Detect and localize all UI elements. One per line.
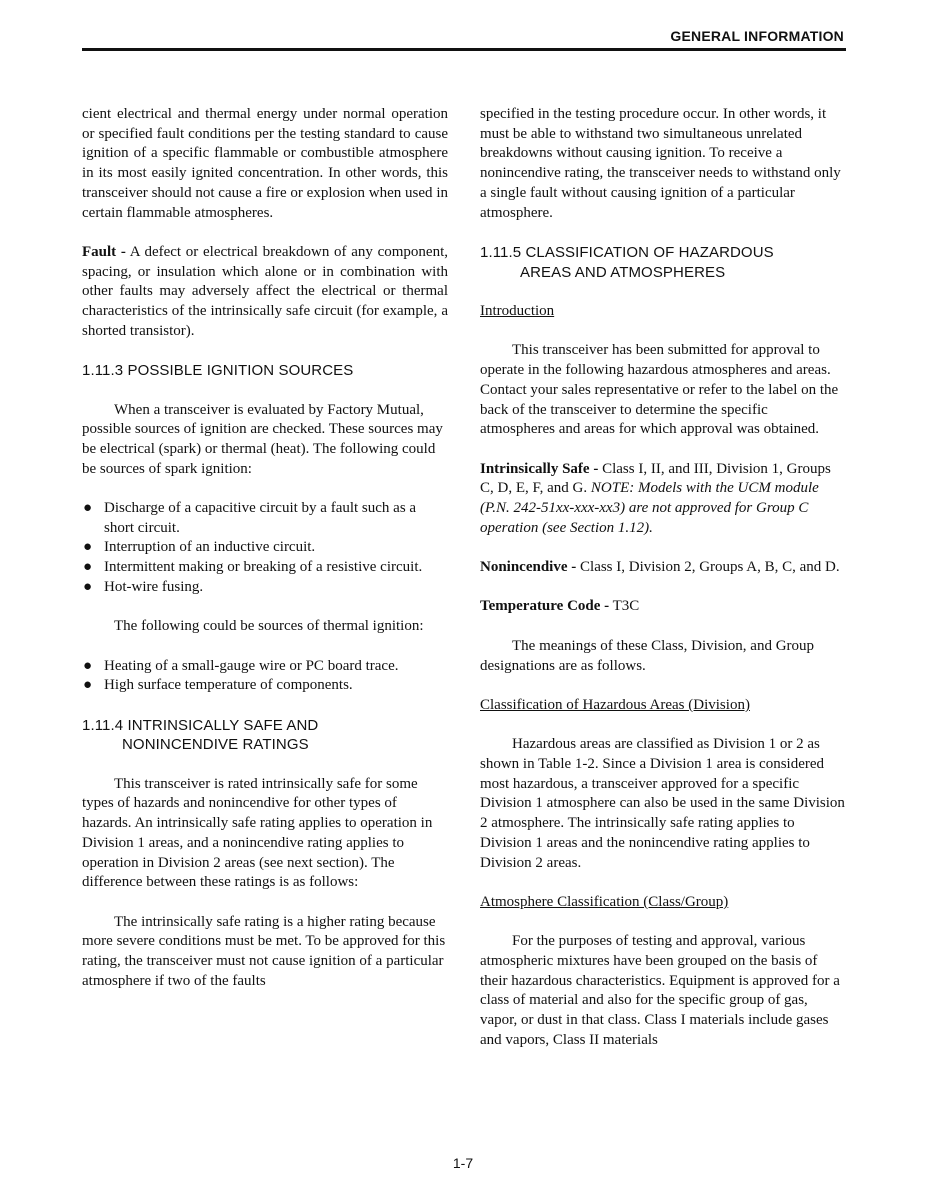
fault-term: Fault -: [82, 243, 126, 260]
list-item: ● Heating of a small-gauge wire or PC board trace.: [82, 657, 448, 677]
division-paragraph: Hazardous areas are classified as Division 1 or 2 as shown in Table 1-2. Since a Division 1 area is considered most hazardous, a transceiver approved for a specific Division 1 atmosphere can also be used in the same Division 2 atmosphere. The intrinsically safe rating applies to Division 1 areas and the nonincendive rating applies to Division 2 areas.: [480, 736, 845, 871]
rated-paragraph: This transceiver is rated intrinsically safe for some types of hazards and nonincendive for other types of hazards. An intrinsically safe rating applies to operation in Division 1 areas, and a nonincendive rating applies to operation in Division 2 areas (see next section). The difference between these ratings is as follows:: [82, 775, 433, 891]
fault-text: A defect or electrical breakdown of any component, spacing, or insulation which alone or in combination with other faults may adversely affect the electrical or thermal characteristics of the intrinsically safe circuit (for example, a shorted transistor).: [82, 243, 448, 339]
bullet-icon: ●: [83, 657, 93, 674]
page-header: [82, 28, 846, 48]
header-rule: [82, 48, 846, 51]
bullet-icon: ●: [83, 559, 93, 576]
bullet-icon: ●: [83, 677, 93, 694]
intrinsically-safe-definition: Intrinsically Safe - Class I, II, and III, Division 1, Groups C, D, E, F, and G. NOTE: Models with the UCM module (P.N. 242-51xx-xxx-xx3) are not approved for Group C operation (see Section 1.12).: [480, 460, 831, 536]
heading-1-11-4: 1.11.4 INTRINSICALLY SAFE AND NONINCENDIVE RATINGS: [82, 716, 319, 754]
subheading-division: Classification of Hazardous Areas (Division): [480, 696, 750, 713]
ignition-paragraph: When a transceiver is evaluated by Factory Mutual, possible sources of ignition are checked. These sources may be electrical (spark) or thermal (heat). The following could be sources of spark ignition:: [82, 401, 443, 477]
subheading-introduction: Introduction: [480, 303, 555, 319]
bullet-icon: ●: [83, 539, 93, 556]
subheading-atmosphere: Atmosphere Classification (Class/Group): [480, 893, 729, 910]
list-item: ● Discharge of a capacitive circuit by a fault such as a short circuit.: [83, 500, 417, 536]
atmosphere-paragraph: For the purposes of testing and approval, various atmospheric mixtures have been grouped on the basis of their hazardous characteristics. Equipment is approved for a class of material and also for the specific group of gas, vapor, or dust in that class. Class I materials include gases and vapors, Class II materials: [480, 933, 840, 1048]
list-item: ● Interruption of an inductive circuit.: [82, 538, 448, 558]
heading-1-11-3: 1.11.3 POSSIBLE IGNITION SOURCES: [82, 362, 354, 380]
bullet-icon: ●: [83, 500, 93, 516]
section-title: GENERAL INFORMATION: [670, 28, 844, 44]
fault-definition: [82, 243, 448, 342]
introduction-paragraph: This transceiver has been submitted for approval to operate in the following hazardous atmospheres and areas. Contact your sales representative or refer to the label on the back of the transceiver to determine the specific atmospheres and areas for which approval was obtained.: [480, 342, 839, 438]
temperature-code: Temperature Code - T3C: [480, 598, 640, 615]
continued-paragraph: cient electrical and thermal energy under normal operation or specified fault conditions per the testing standard to cause ignition of a specific flammable or combustible atmosphere in its most easily ignited concentration. In other words, this transceiver should not cause a fire or explosion when used in certain flammable atmospheres.: [82, 106, 448, 221]
meanings-paragraph: The meanings of these Class, Division, and Group designations are as follows.: [480, 637, 815, 674]
list-item: ● Intermittent making or breaking of a resistive circuit.: [82, 558, 448, 578]
list-item: ● Hot-wire fusing.: [82, 578, 448, 598]
page-number: 1-7: [452, 1155, 474, 1171]
nonincendive-definition: Nonincendive - Class I, Division 2, Groups A, B, C, and D.: [480, 559, 840, 576]
heading-1-11-5: 1.11.5 CLASSIFICATION OF HAZARDOUS AREAS AND ATMOSPHERES: [480, 243, 774, 281]
higher-rating-paragraph: The intrinsically safe rating is a higher rating because more severe conditions must be met. To be approved for this rating, the transceiver must not cause ignition of a particular atmosphere if two of the faults: [82, 913, 446, 989]
right-column: [480, 105, 846, 1070]
left-column: [82, 105, 448, 1011]
thermal-paragraph: The following could be sources of thermal ignition:: [114, 618, 424, 635]
continued-paragraph: specified in the testing procedure occur. In other words, it must be able to withstand two simultaneous unrelated breakdowns without causing ignition. To receive a nonincendive rating, the transceiver needs to withstand only a single fault without causing ignition of a particular atmosphere.: [480, 106, 841, 221]
spark-sources-list: [82, 499, 448, 598]
bullet-icon: ●: [83, 578, 93, 595]
ucm-note: NOTE: Models with the UCM module (P.N. 242-51xx-xxx-xx3) are not approved for Group C operation (see Section 1.12).: [480, 480, 819, 536]
thermal-sources-list: [82, 657, 448, 696]
list-item: ● High surface temperature of components.: [82, 676, 448, 696]
